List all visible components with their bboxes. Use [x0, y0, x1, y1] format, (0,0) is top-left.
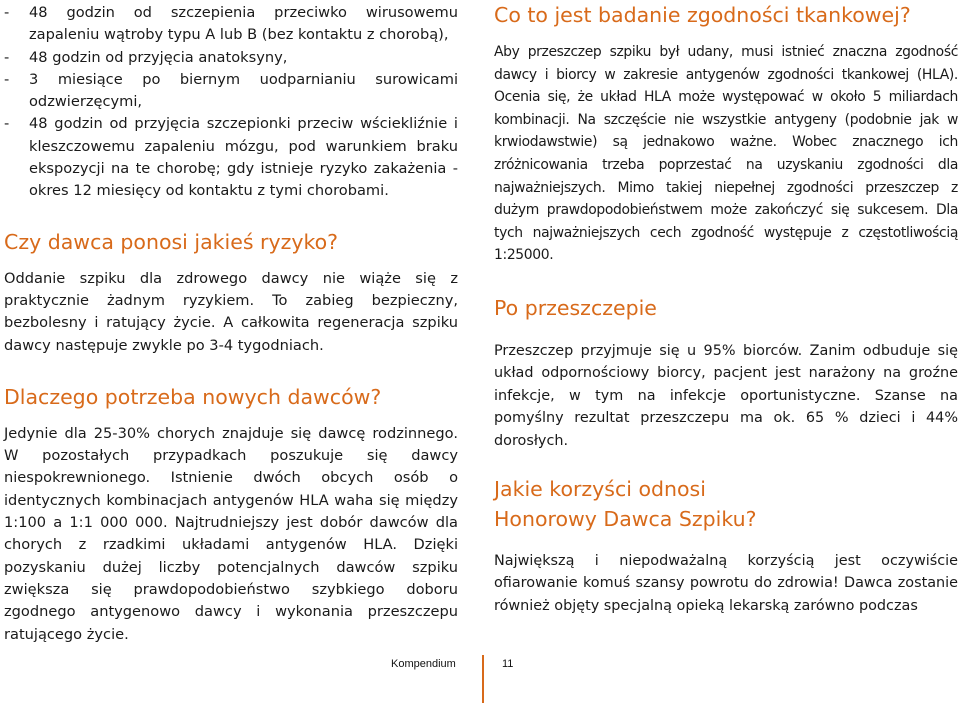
- after-heading: Po przeszczepie: [494, 295, 657, 320]
- footer-label: Kompendium: [391, 658, 456, 670]
- list-item: - 48 godzin od szczepienia przeciwko wirusowemu zapaleniu wątroby typu A lub B (bez kontaktu z chorobą),: [4, 2, 458, 47]
- after-paragraph: Przeszczep przyjmuje się u 95% biorców. Zanim odbuduje się układ odpornościowy biorcy, pacjent jest narażony na groźne infekcje, w tym na infekcje oportunistyczne. Szanse na pomyślny rezultat przeszczepu ma ok. 65 % dzieci i 44% dorosłych.: [494, 342, 958, 449]
- left-column: [4, 0, 458, 646]
- footer-divider: [482, 655, 484, 703]
- vaccination-interval-list: [4, 0, 458, 203]
- benefits-paragraph: Największą i niepodważalną korzyścią jest oczywiście ofiarowanie komuś szansy powrotu do zdrowia! Dawca zostanie również objęty specjalną opieką lekarską zarówno podczas: [494, 552, 958, 614]
- list-item: - 48 godzin od przyjęcia szczepionki przeciw wściekliźnie i kleszczowemu zapaleniu mózgu, pod warunkiem braku ekspozycji na te chorobę; gdy istnieje ryzyko zakażenia - okres 12 miesięcy od kontaktu z tymi chorobami.: [4, 113, 458, 202]
- right-column: [494, 0, 958, 617]
- compat-heading: Co to jest badanie zgodności tkankowej?: [494, 3, 911, 27]
- need-heading: Dlaczego potrzeba nowych dawców?: [4, 384, 382, 409]
- risk-heading: Czy dawca ponosi jakieś ryzyko?: [4, 229, 339, 254]
- compat-paragraph: Aby przeszczep szpiku był udany, musi istnieć znaczna zgodność dawcy i biorcy w zakresie antygenów zgodności tkankowej (HLA). Ocenia się, że układ HLA może występować w około 5 miliardach kombinacji. Na szczęście nie wszystkie antygeny (podobnie jak w krwiodawstwie) są jednakowo ważne. Wobec znacznego ich zróżnicowania trzeba poprzestać na uzyskaniu zgodności dla najważniejszych. Mimo takiej niepełnej zgodności przeszczep z dużym prawdopodobieństwem może zakończyć się sukcesem. Dla tych najważniejszych cech zgodność występuje z częstotliwością 1:25000.: [494, 44, 958, 264]
- list-item: - 48 godzin od przyjęcia anatoksyny,: [4, 47, 458, 69]
- benefits-heading: Jakie korzyści odnosi Honorowy Dawca Szpiku?: [494, 476, 757, 531]
- list-item: - 3 miesiące po biernym uodparnianiu surowicami odzwierzęcymi,: [4, 69, 458, 114]
- need-paragraph: Jedynie dla 25-30% chorych znajduje się dawcę rodzinnego. W pozostałych przypadkach poszukuje się dawcy niespokrewnionego. Istnienie dwóch obcych osób o identycznych kombinacjach antygenów HLA waha się między 1:100 a 1:1 000 000. Najtrudniejszy jest dobór dawców dla chorych z rzadkimi układami antygenów HLA. Dzięki pozyskaniu dużej liczby potencjalnych dawców szpiku zwiększa się prawdopodobieństwo szybkiego doboru zgodnego antygenowo dawcy i wykonania przeszczepu ratującego życie.: [4, 424, 458, 643]
- page-number: 11: [502, 658, 514, 670]
- risk-paragraph: Oddanie szpiku dla zdrowego dawcy nie wiąże się z praktycznie żadnym ryzykiem. To zabieg bezpieczny, bezbolesny i ratujący życie. A całkowita regeneracja szpiku dawcy następuje zwykle po 3-4 tygodniach.: [4, 269, 458, 354]
- page-footer: [0, 640, 960, 703]
